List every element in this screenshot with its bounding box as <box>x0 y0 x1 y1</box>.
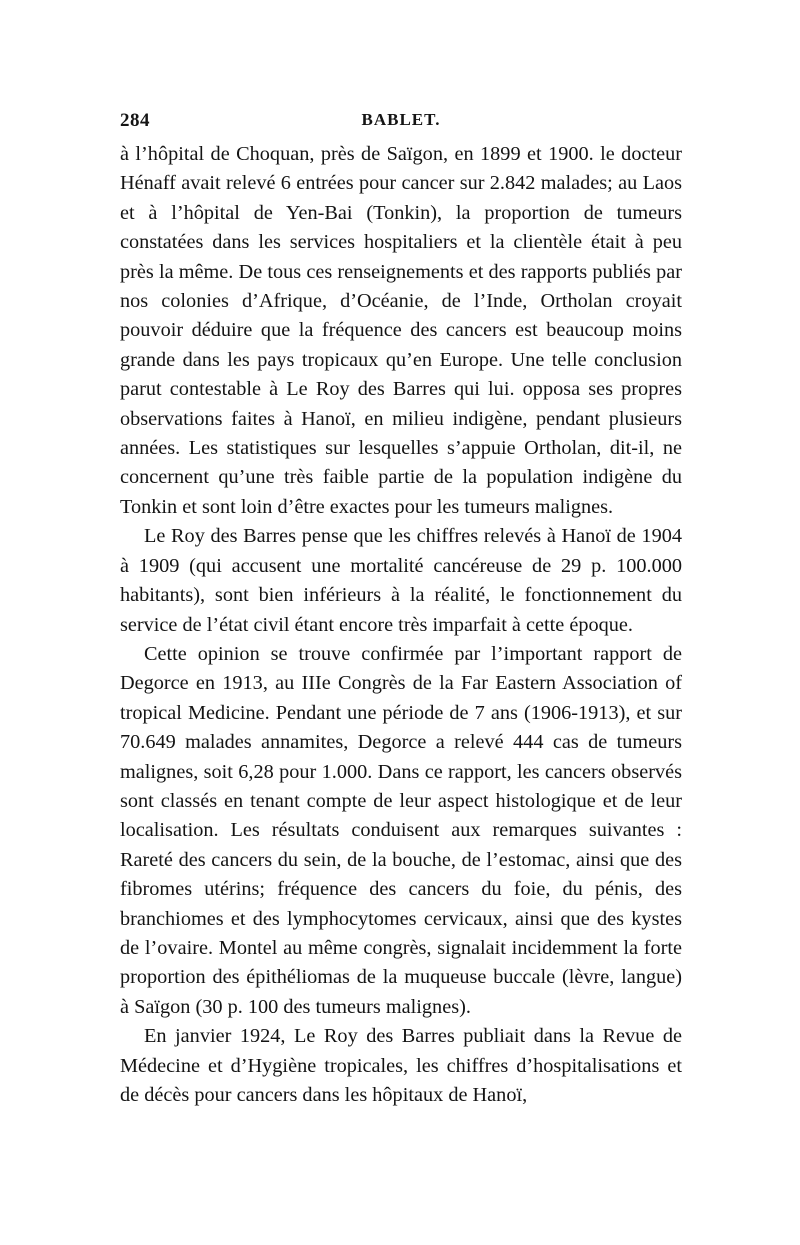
paragraph-2: Le Roy des Barres pense que les chiffres relevés à Hanoï de 1904 à 1909 (qui accusent une mortalité cancéreuse de 29 p. 100.000 habitants), sont bien inférieurs à la réalité, le fonctionnement du service de l’état civil étant encore très imparfait à cette époque. <box>120 525 682 636</box>
paragraph-4: En janvier 1924, Le Roy des Barres publiait dans la Revue de Médecine et d’Hygiène tropicales, les chiffres d’hospitalisations et de décès pour cancers dans les hôpitaux de Hanoï, <box>120 1025 682 1106</box>
body-text <box>120 140 682 1110</box>
paragraph-1: à l’hôpital de Choquan, près de Saïgon, en 1899 et 1900. le docteur Hénaff avait relevé 6 entrées pour cancer sur 2.842 malades; au Laos et à l’hôpital de Yen-Bai (Tonkin), la proportion de tumeurs constatées dans les services hospitaliers et la clientèle était à peu près la même. De tous ces renseignements et des rapports publiés par nos colonies d’Afrique, d’Océanie, de l’Inde, Ortholan croyait pouvoir déduire que la fréquence des cancers est beaucoup moins grande dans les pays tropicaux qu’en Europe. Une telle conclusion parut contestable à Le Roy des Barres qui lui. opposa ses propres observations faites à Hanoï, en milieu indigène, pendant plusieurs années. Les statistiques sur lesquelles s’appuie Ortholan, dit-il, ne concernent qu’une très faible partie de la population indigène du Tonkin et sont loin d’être exactes pour les tumeurs malignes. <box>120 143 682 518</box>
paragraph-3: Cette opinion se trouve confirmée par l’important rapport de Degorce en 1913, au IIIe Congrès de la Far Eastern Association of tropical Medicine. Pendant une période de 7 ans (1906-1913), et sur 70.649 malades annamites, Degorce a relevé 444 cas de tumeurs malignes, soit 6,28 pour 1.000. Dans ce rapport, les cancers observés sont classés en tenant compte de leur aspect histologique et de leur localisation. Les résultats conduisent aux remarques suivantes : Rareté des cancers du sein, de la bouche, de l’estomac, ainsi que des fibromes utérins; fréquence des cancers du foie, du pénis, des branchiomes et des lymphocytomes cervicaux, ainsi que des kystes de l’ovaire. Montel au même congrès, signalait incidemment la forte proportion des épithéliomas de la muqueuse buccale (lèvre, langue) à Saïgon (30 p. 100 des tumeurs malignes). <box>120 642 682 1018</box>
page-number: 284 <box>120 110 150 131</box>
page-header <box>120 110 682 140</box>
running-head: BABLET. <box>361 110 441 129</box>
